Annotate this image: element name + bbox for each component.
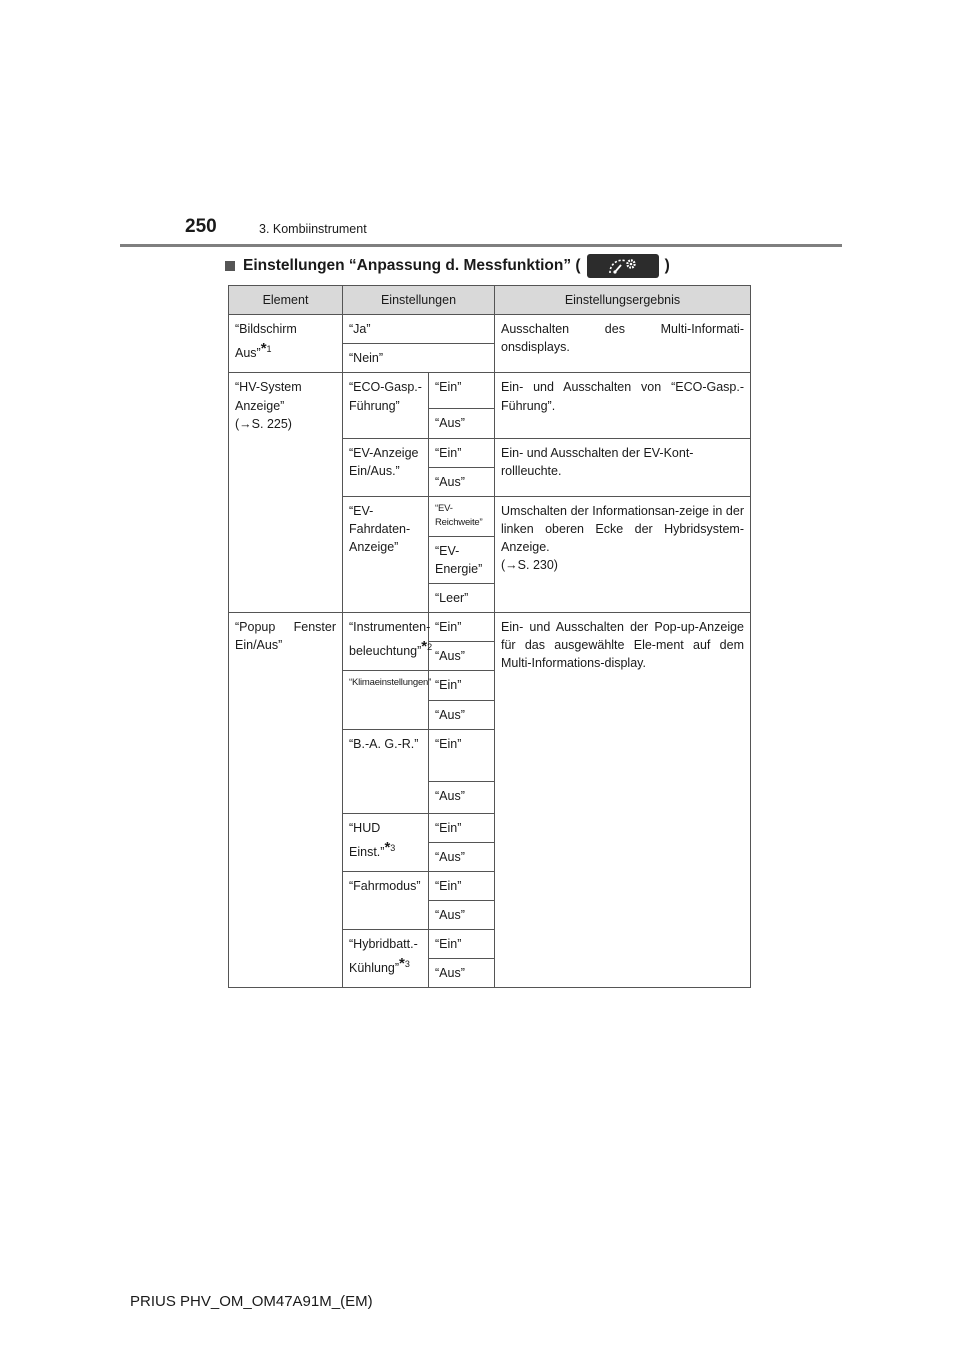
option-cell: “Ein”	[429, 813, 495, 842]
option-cell: “Ja”	[343, 315, 495, 344]
gauge-settings-icon	[587, 254, 659, 278]
option-cell: “EV-Reichweite”	[429, 496, 495, 536]
option-cell: “Ein”	[429, 930, 495, 959]
header-rule	[120, 244, 842, 247]
column-header-element: Element	[229, 286, 343, 315]
section-heading	[225, 254, 670, 278]
option-cell: “Ein”	[429, 613, 495, 642]
result-cell	[495, 496, 751, 612]
result-text: Umschalten der Informationsan-zeige in der linken oberen Ecke der Hybridsystem-Anzeige.	[501, 503, 744, 554]
footnote-star: *	[421, 638, 428, 656]
option-cell: “Ein”	[429, 671, 495, 700]
option-cell: “Ein”	[429, 729, 495, 781]
document-footer: PRIUS PHV_OM_OM47A91M_(EM)	[130, 1293, 373, 1310]
element-cell	[229, 315, 343, 373]
sub-element-cell: “ECO-Gasp.-Führung”	[343, 373, 429, 438]
option-cell: “Aus”	[429, 409, 495, 438]
table-row	[229, 315, 751, 344]
sub-element-label: “Instrumenten-beleuchtung”	[349, 620, 431, 659]
section-heading-suffix: )	[664, 257, 670, 274]
element-cell: “Popup Fenster Ein/Aus”	[229, 613, 343, 988]
option-cell: “Aus”	[429, 700, 495, 729]
option-cell: “Aus”	[429, 781, 495, 813]
footnote-star: *	[384, 838, 391, 856]
sub-element-label: “HUD Einst.”	[349, 820, 385, 859]
element-label: “Bildschirm Aus”	[235, 322, 297, 361]
option-cell: “Aus”	[429, 901, 495, 930]
sub-element-cell: “EV-Anzeige Ein/Aus.”	[343, 438, 429, 496]
option-cell: “Ein”	[429, 438, 495, 467]
footnote-number: 3	[390, 842, 396, 853]
footnote-star: *	[260, 340, 267, 358]
bullet-square-icon	[225, 261, 235, 271]
table-header-row	[229, 286, 751, 315]
result-cell: Ausschalten des Multi-Informati-onsdisplays.	[495, 315, 751, 373]
option-cell: “Ein”	[429, 373, 495, 409]
sub-element-cell: “Klimaeinstellungen”	[343, 671, 429, 729]
column-header-result: Einstellungsergebnis	[495, 286, 751, 315]
footnote-number: 3	[404, 959, 410, 970]
sub-element-cell: “EV-Fahrdaten-Anzeige”	[343, 496, 429, 612]
page-reference: (→S. 225)	[235, 416, 292, 431]
sub-element-cell	[343, 930, 429, 988]
result-cell: Ein- und Ausschalten von “ECO-Gasp.-Führung”.	[495, 373, 751, 438]
section-heading-text: Einstellungen “Anpassung d. Messfunktion” (	[243, 257, 581, 274]
footnote-number: 2	[427, 642, 433, 653]
chapter-title: 3. Kombiinstrument	[259, 222, 367, 236]
footnote-number: 1	[266, 344, 272, 355]
sub-element-cell	[343, 813, 429, 871]
option-cell: “Leer”	[429, 584, 495, 613]
option-cell: “Nein”	[343, 344, 495, 373]
option-cell: “Ein”	[429, 871, 495, 900]
option-cell: “Aus”	[429, 842, 495, 871]
footnote-star: *	[399, 955, 405, 973]
table-row	[229, 613, 751, 642]
result-cell: Ein- und Ausschalten der Pop-up-Anzeige für das ausgewählte Ele-ment auf dem Multi-Informations-display.	[495, 613, 751, 988]
page-reference: (→S. 230)	[501, 558, 558, 573]
result-cell: Ein- und Ausschalten der EV-Kont-rollleuchte.	[495, 438, 751, 496]
table-row	[229, 373, 751, 409]
element-label: “HV-System Anzeige”	[235, 380, 302, 413]
option-cell: “Aus”	[429, 642, 495, 671]
option-cell: “Aus”	[429, 959, 495, 988]
page-number: 250	[185, 216, 217, 237]
sub-element-cell	[343, 613, 433, 671]
sub-element-cell: “Fahrmodus”	[343, 871, 429, 929]
sub-element-label: “Hybridbatt.-Kühlung”	[349, 937, 418, 976]
option-cell: “EV-Energie”	[429, 536, 495, 583]
option-cell: “Aus”	[429, 467, 495, 496]
settings-table	[228, 285, 751, 988]
element-cell	[229, 373, 343, 613]
sub-element-cell: “B.-A. G.-R.”	[343, 729, 429, 813]
column-header-settings: Einstellungen	[343, 286, 495, 315]
